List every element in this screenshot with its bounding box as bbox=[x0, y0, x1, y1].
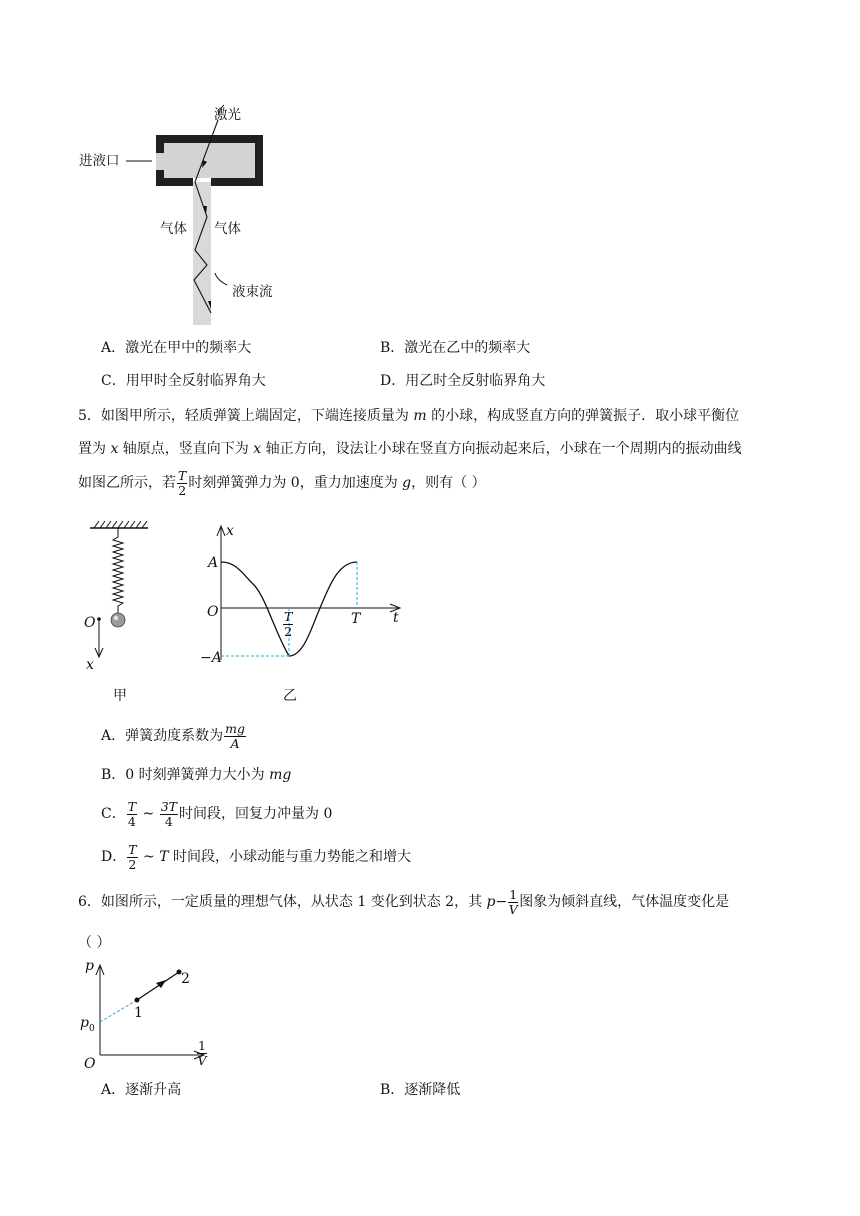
graph-label-a: A bbox=[208, 555, 219, 571]
caption-jia: 甲 bbox=[113, 688, 127, 704]
spring-coil bbox=[113, 528, 123, 613]
q4-option-a: A．激光在甲中的频率大 bbox=[101, 340, 252, 356]
graph-label-t-period: T bbox=[351, 611, 361, 627]
graph-label-half-period: $\frac{T}{2}$ bbox=[284, 609, 293, 639]
label-liquid-stream: 液束流 bbox=[232, 284, 273, 300]
graph-label-o: O bbox=[207, 604, 219, 620]
spring-label-x: x bbox=[86, 657, 94, 673]
caption-yi: 乙 bbox=[283, 688, 297, 704]
graph-label-neg-a: −A bbox=[200, 650, 222, 666]
q5-line-2: 置为 x 轴原点，竖直向下为 x 轴正方向，设法让小球在竖直方向振动起来后，小球在一个周期内的振动曲线 bbox=[78, 441, 742, 457]
process-line bbox=[137, 972, 179, 1000]
chamber-interior bbox=[164, 143, 255, 178]
label-gas-left: 气体 bbox=[160, 221, 187, 237]
q6-line-1: 6．如图所示，一定质量的理想气体，从状态 1 变化到状态 2，其 p− $\frac{1}{V}$ 图象为倾斜直线，气体温度变化是 bbox=[78, 886, 730, 917]
q6-line-2: （ ） bbox=[78, 935, 111, 951]
spring-oscillator-figure bbox=[80, 515, 160, 675]
q4-option-c: C．用甲时全反射临界角大 bbox=[101, 373, 266, 389]
q6-axis-inverse-v: $\frac{1}{V}$ bbox=[197, 1038, 207, 1068]
q6-axis-p: p bbox=[85, 958, 94, 974]
q6-label-p0: $p_0$ bbox=[80, 1015, 95, 1034]
q6-point-2-label: 2 bbox=[181, 971, 190, 987]
q6-option-a: A．逐渐升高 bbox=[101, 1082, 182, 1098]
spring-label-o: O bbox=[84, 615, 96, 631]
q4-option-d: D．用乙时全反射临界角大 bbox=[380, 373, 546, 389]
label-laser: 激光 bbox=[214, 107, 241, 123]
graph-axis-t: t bbox=[393, 610, 399, 626]
q4-option-b: B．激光在乙中的频率大 bbox=[380, 340, 531, 356]
q6-label-o: O bbox=[84, 1056, 96, 1072]
label-inlet: 进液口 bbox=[79, 153, 120, 169]
q6-point-1-label: 1 bbox=[134, 1005, 143, 1021]
state-1-point bbox=[135, 998, 140, 1003]
extrapolation-dash bbox=[100, 1000, 137, 1022]
q5-option-b: B．0 时刻弹簧弹力大小为 mg bbox=[101, 767, 292, 783]
q5-option-a: A．弹簧劲度系数为 $\frac{mg}{A}$ bbox=[101, 720, 245, 751]
ball bbox=[111, 613, 125, 627]
q5-option-c: C． $\frac{T}{4}$ ~ $\frac{3T}{4}$ 时间段，回复力冲量为 0 bbox=[101, 798, 333, 829]
q5-option-d: D． $\frac{T}{2}$ ~ T 时间段，小球动能与重力势能之和增大 bbox=[101, 841, 412, 872]
q5-line-3: 如图乙所示，若 $\frac{T}{2}$ 时刻弹簧弹力为 0，重力加速度为 g，则有（ ） bbox=[78, 467, 486, 498]
label-gas-right: 气体 bbox=[214, 221, 241, 237]
q6-option-b: B．逐渐降低 bbox=[380, 1082, 461, 1098]
graph-axis-x: x bbox=[226, 523, 234, 539]
oscillation-graph bbox=[200, 520, 410, 670]
q5-line-1: 5．如图甲所示，轻质弹簧上端固定，下端连接质量为 m 的小球，构成竖直方向的弹簧振子．取小球平衡位 bbox=[78, 408, 740, 424]
laser-jet-figure bbox=[70, 100, 310, 330]
